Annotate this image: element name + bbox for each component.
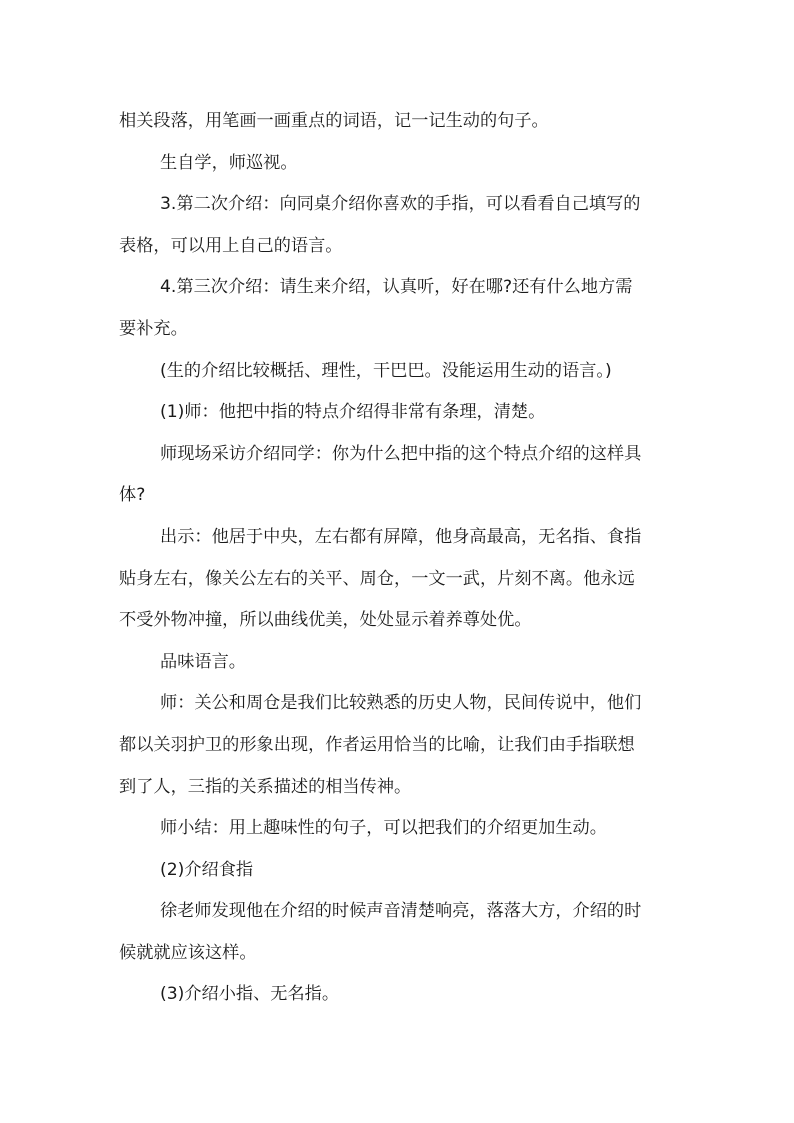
text-line: 到了人，三指的关系描述的相当传神。 [119,776,412,797]
text-line: 贴身左右，像关公左右的关平、周仓，一文一武，片刻不离。他永远 [119,568,635,589]
text-line: (3)介绍小指、无名指。 [160,984,340,1005]
text-line: (生的介绍比较概括、理性，干巴巴。没能运用生动的语言。) [160,360,612,381]
text-line: 品味语言。 [160,651,246,672]
text-line: (1)师：他把中指的特点介绍得非常有条理，清楚。 [160,402,546,423]
document-body [119,101,679,1016]
text-line: 4.第三次介绍：请生来介绍，认真听，好在哪?还有什么地方需 [160,277,633,298]
text-line: (2)介绍食指 [160,859,254,880]
text-line: 生自学，师巡视。 [160,152,298,173]
text-line: 师小结：用上趣味性的句子，可以把我们的介绍更加生动。 [160,818,607,839]
text-line: 体? [119,485,146,506]
text-line: 要补充。 [119,318,188,339]
text-line: 候就就应该这样。 [119,942,257,963]
text-line: 不受外物冲撞，所以曲线优美，处处显示着养尊处优。 [119,610,532,631]
text-line: 徐老师发现他在介绍的时候声音清楚响亮，落落大方，介绍的时 [160,901,642,922]
text-line: 表格，可以用上自己的语言。 [119,235,343,256]
text-line: 出示：他居于中央，左右都有屏障，他身高最高，无名指、食指 [160,526,642,547]
text-line: 都以关羽护卫的形象出现，作者运用恰当的比喻，让我们由手指联想 [119,734,635,755]
text-line: 师现场采访介绍同学：你为什么把中指的这个特点介绍的这样具 [160,443,642,464]
text-line: 相关段落，用笔画一画重点的词语，记一记生动的句子。 [119,111,549,131]
text-line: 3.第二次介绍：向同桌介绍你喜欢的手指，可以看看自己填写的 [160,194,641,215]
text-line: 师：关公和周仓是我们比较熟悉的历史人物，民间传说中，他们 [160,693,642,714]
